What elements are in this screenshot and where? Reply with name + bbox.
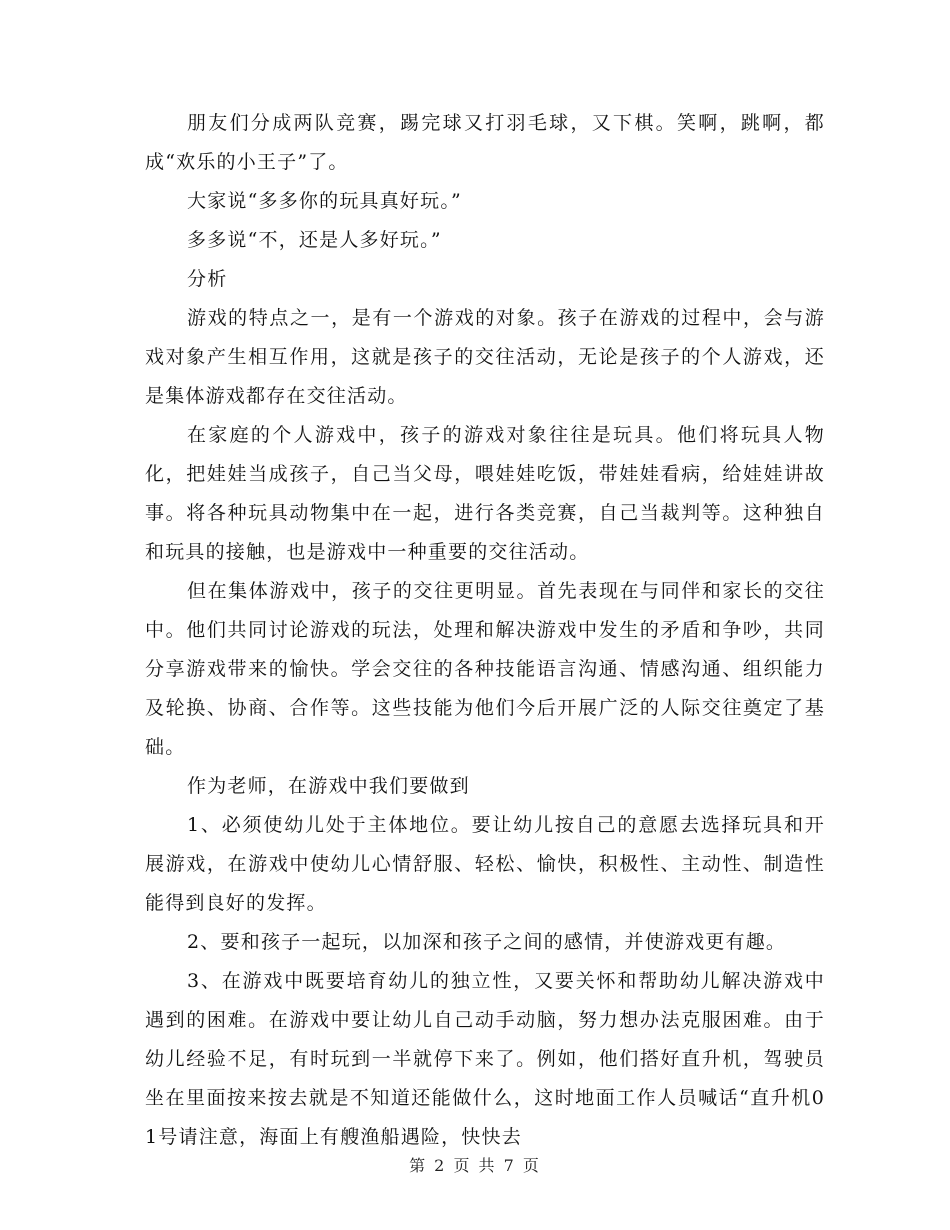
paragraph: 在家庭的个人游戏中，孩子的游戏对象往往是玩具。他们将玩具人物化，把娃娃当成孩子，自己当父母，喂娃娃吃饭，带娃娃看病，给娃娃讲故事。将各种玩具动物集中在一起，进行各类竞赛，自己当裁判等。这种独自和玩具的接触，也是游戏中一种重要的交往活动。	[145, 424, 825, 563]
paragraph: 大家说“多多你的玩具真好玩。”	[187, 190, 462, 212]
paragraph: 作为老师，在游戏中我们要做到	[187, 775, 470, 797]
page-footer: 第 2 页 共 7 页	[409, 1156, 541, 1175]
list-item: 1、必须使幼儿处于主体地位。要让幼儿按自己的意愿去选择玩具和开展游戏，在游戏中使幼儿心情舒服、轻松、愉快，积极性、主动性、制造性能得到良好的发挥。	[145, 814, 825, 914]
paragraph: 但在集体游戏中，孩子的交往更明显。首先表现在与同伴和家长的交往中。他们共同讨论游戏的玩法，处理和解决游戏中发生的矛盾和争吵，共同分享游戏带来的愉快。学会交往的各种技能语言沟通、情感沟通、组织能力及轮换、协商、合作等。这些技能为他们今后开展广泛的人际交往奠定了基础。	[145, 580, 825, 758]
list-item: 2、要和孩子一起玩，以加深和孩子之间的感情，并使游戏更有趣。	[187, 931, 787, 953]
document-body	[145, 104, 825, 1157]
list-item: 3、在游戏中既要培育幼儿的独立性，又要关怀和帮助幼儿解决游戏中遇到的困难。在游戏中要让幼儿自己动手动脑，努力想办法克服困难。由于幼儿经验不足，有时玩到一半就停下来了。例如，他们搭好直升机，驾驶员坐在里面按来按去就是不知道还能做什么，这时地面工作人员喊话“直升机01号请注意，海面上有艘渔船遇险，快快去	[145, 970, 825, 1148]
section-heading: 分析	[187, 268, 228, 290]
paragraph: 游戏的特点之一，是有一个游戏的对象。孩子在游戏的过程中，会与游戏对象产生相互作用，这就是孩子的交往活动，无论是孩子的个人游戏，还是集体游戏都存在交往活动。	[145, 307, 825, 407]
paragraph: 多多说“不，还是人多好玩。”	[187, 229, 442, 251]
paragraph: 朋友们分成两队竞赛，踢完球又打羽毛球，又下棋。笑啊，跳啊，都成“欢乐的小王子”了。	[145, 112, 825, 173]
